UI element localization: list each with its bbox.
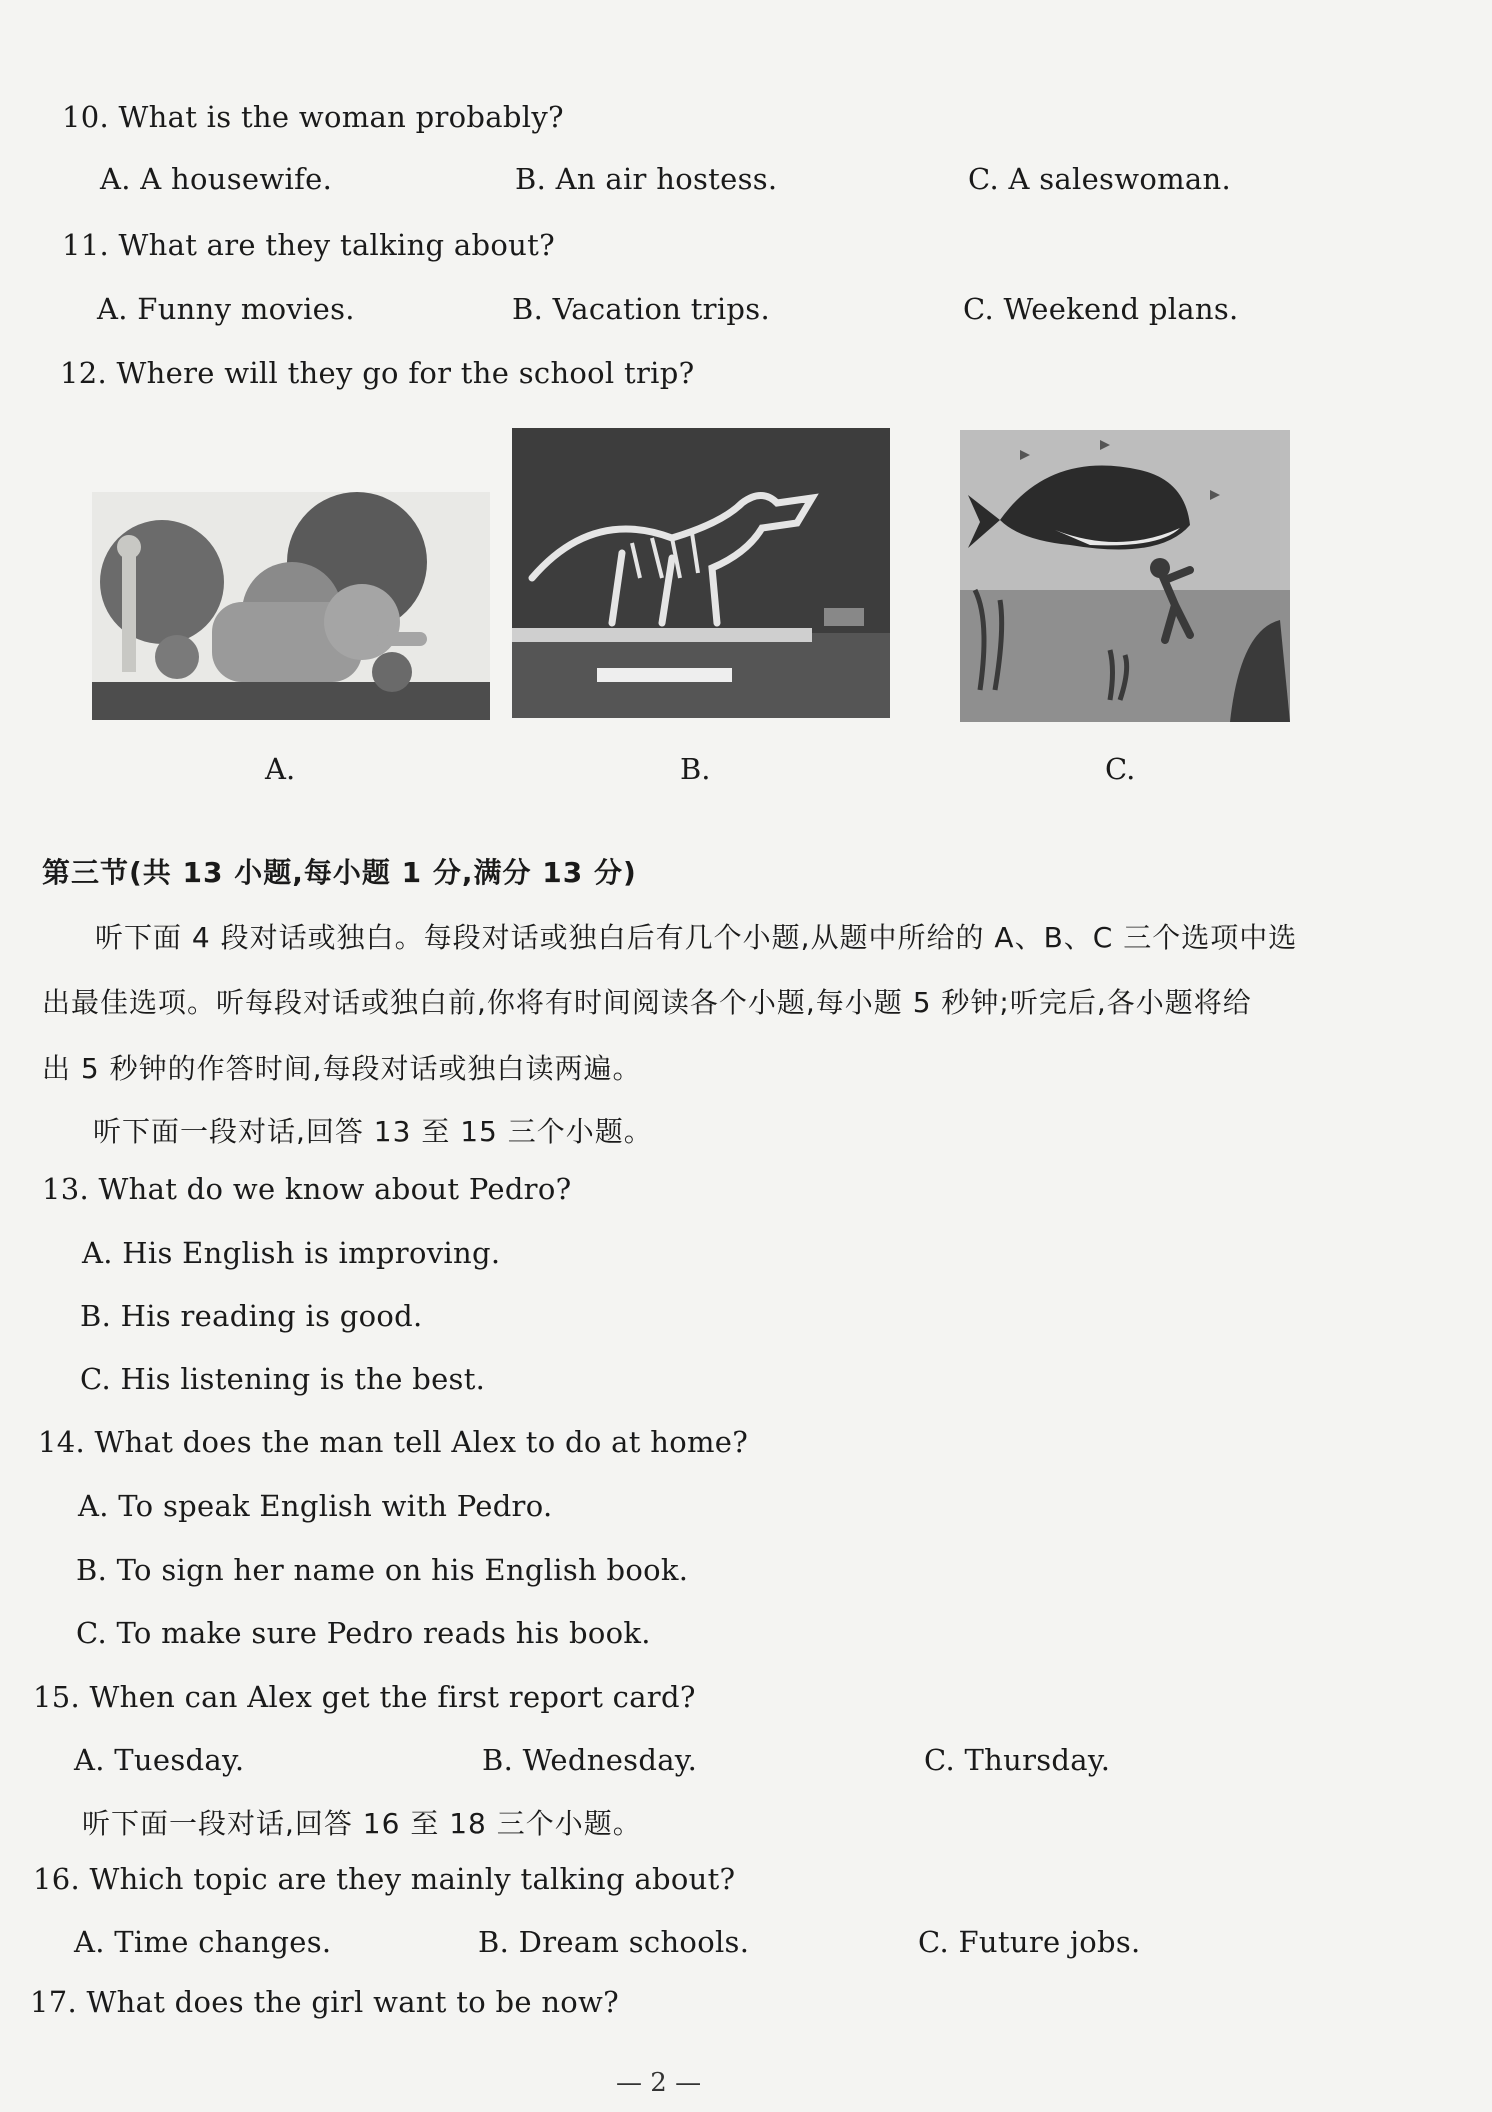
question-16-stem: 16. Which topic are they mainly talking about? (33, 1862, 736, 1896)
dialog-1-instruction: 听下面一段对话,回答 13 至 15 三个小题。 (93, 1115, 653, 1148)
question-12-stem: 12. Where will they go for the school trip? (60, 356, 695, 390)
picture-a-label: A. (265, 752, 296, 786)
picture-c-label: C. (1105, 752, 1136, 786)
question-11-option-b: B. Vacation trips. (512, 292, 770, 326)
question-10-stem: 10. What is the woman probably? (62, 100, 564, 134)
question-13-option-a: A. His English is improving. (82, 1236, 501, 1270)
question-14-option-a: A. To speak English with Pedro. (78, 1489, 553, 1523)
question-16-option-b: B. Dream schools. (478, 1925, 750, 1959)
question-13-stem: 13. What do we know about Pedro? (42, 1172, 572, 1206)
question-15-stem: 15. When can Alex get the first report card? (33, 1680, 696, 1714)
question-15-option-b: B. Wednesday. (482, 1743, 698, 1777)
dialog-2-instruction: 听下面一段对话,回答 16 至 18 三个小题。 (82, 1807, 642, 1840)
zoo-animals-image (92, 492, 490, 720)
question-13-option-b: B. His reading is good. (80, 1299, 423, 1333)
picture-b-label: B. (680, 752, 711, 786)
question-11-stem: 11. What are they talking about? (62, 228, 555, 262)
section-3-instructions-line-1: 听下面 4 段对话或独白。每段对话或独白后有几个小题,从题中所给的 A、B、C 三个选项中选 (95, 921, 1298, 954)
whale-aquarium-image (960, 430, 1290, 722)
question-10-option-b: B. An air hostess. (515, 162, 778, 196)
page-number: — 2 — (616, 2068, 702, 2098)
question-11-option-c: C. Weekend plans. (963, 292, 1239, 326)
section-3-instructions-line-3: 出 5 秒钟的作答时间,每段对话或独白读两遍。 (42, 1052, 642, 1085)
question-14-option-c: C. To make sure Pedro reads his book. (76, 1616, 651, 1650)
question-14-option-b: B. To sign her name on his English book. (76, 1553, 689, 1587)
question-16-option-c: C. Future jobs. (918, 1925, 1141, 1959)
question-13-option-c: C. His listening is the best. (80, 1362, 486, 1396)
question-14-stem: 14. What does the man tell Alex to do at home? (38, 1425, 749, 1459)
question-10-option-c: C. A saleswoman. (968, 162, 1232, 196)
question-16-option-a: A. Time changes. (74, 1925, 332, 1959)
question-15-option-c: C. Thursday. (924, 1743, 1111, 1777)
question-11-option-a: A. Funny movies. (97, 292, 355, 326)
question-15-option-a: A. Tuesday. (74, 1743, 245, 1777)
question-17-stem: 17. What does the girl want to be now? (30, 1985, 620, 2019)
question-10-option-a: A. A housewife. (100, 162, 333, 196)
dinosaur-skeleton-image (512, 428, 890, 718)
section-3-instructions-line-2: 出最佳选项。听每段对话或独白前,你将有时间阅读各个小题,每小题 5 秒钟;听完后,各小题将给 (42, 986, 1252, 1019)
section-3-heading: 第三节(共 13 小题,每小题 1 分,满分 13 分) (42, 856, 637, 889)
